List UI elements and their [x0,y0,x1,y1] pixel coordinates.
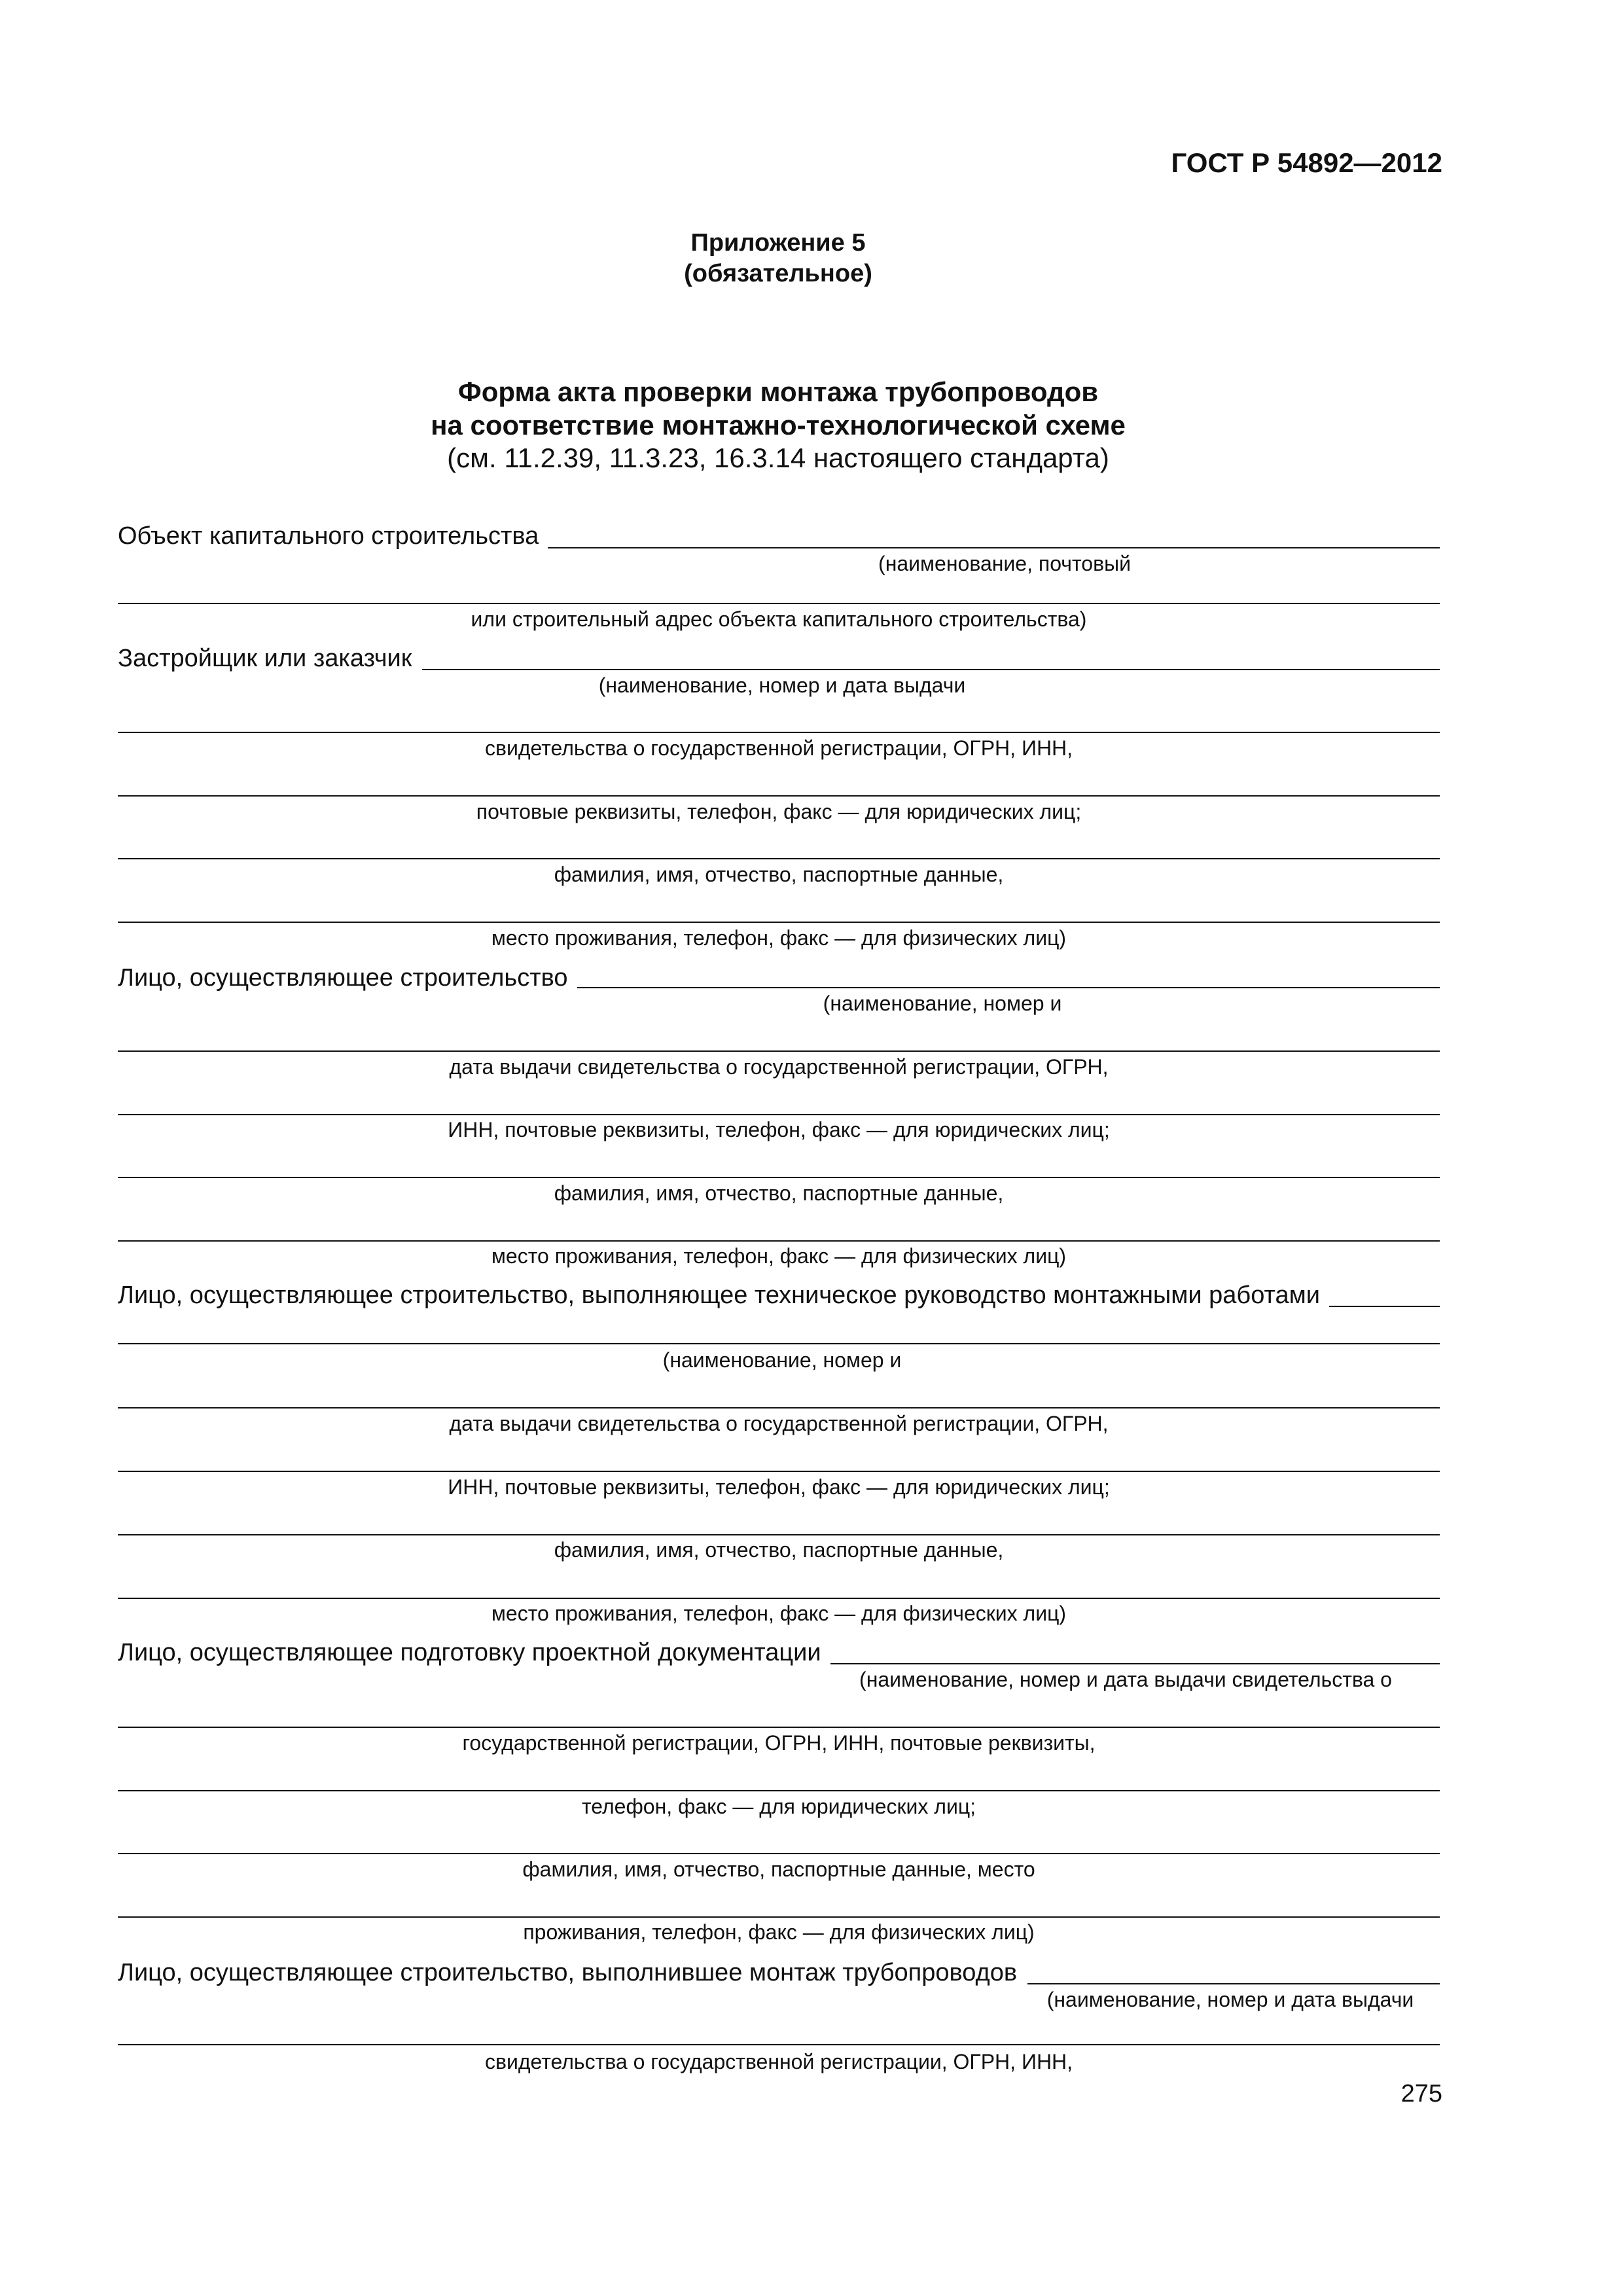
builder-fill-line[interactable] [118,1240,1440,1242]
supervisor-fill-line[interactable] [1329,1306,1440,1307]
object-label: Объект капитального строительства [118,522,548,550]
supervisor-fill-line[interactable] [118,1343,1440,1344]
developer-fill-line[interactable] [118,858,1440,859]
object-fill-line[interactable] [118,603,1440,604]
designer-fill-line[interactable] [118,1916,1440,1918]
builder-fill-line[interactable] [118,1114,1440,1115]
designer-hint: телефон, факс — для юридических лиц; [581,1795,976,1818]
builder-hint: место проживания, телефон, факс — для физических лиц) [491,1244,1067,1268]
supervisor-hint: фамилия, имя, отчество, паспортные данные, [554,1538,1004,1562]
designer-hint: проживания, телефон, факс — для физических лиц) [523,1920,1035,1944]
builder-hint: фамилия, имя, отчество, паспортные данные, [554,1181,1004,1205]
object-hint: или строительный адрес объекта капитального строительства) [471,607,1087,631]
supervisor-label: Лицо, осуществляющее строительство, выполняющее техническое руководство монтажными работами [118,1282,1329,1310]
developer-hint: (наименование, номер и дата выдачи [598,673,966,697]
developer-label: Застройщик или заказчик [118,645,421,673]
designer-fill-line[interactable] [118,1727,1440,1728]
builder-hint: дата выдачи свидетельства о государственной регистрации, ОГРН, [449,1055,1109,1079]
designer-fill-line[interactable] [818,1663,1440,1664]
document-code: ГОСТ Р 54892—2012 [1171,147,1442,178]
builder-hint: ИНН, почтовые реквизиты, телефон, факс — для юридических лиц; [448,1118,1110,1141]
developer-hint: место проживания, телефон, факс — для физических лиц) [491,926,1067,950]
developer-fill-line[interactable] [118,795,1440,797]
supervisor-fill-line[interactable] [118,1407,1440,1408]
supervisor-hint: дата выдачи свидетельства о государственной регистрации, ОГРН, [449,1412,1109,1435]
installer-label: Лицо, осуществляющее строительство, выполнившее монтаж трубопроводов [118,1959,1026,1987]
installer-fill-line[interactable] [118,2044,1440,2045]
developer-fill-line[interactable] [118,732,1440,733]
developer-hint: свидетельства о государственной регистрации, ОГРН, ИНН, [484,736,1073,760]
developer-fill-line[interactable] [422,669,1440,670]
form-reference: (см. 11.2.39, 11.3.23, 16.3.14 настоящего стандарта) [447,442,1109,473]
supervisor-fill-line[interactable] [118,1598,1440,1599]
form-title-line-2: на соответствие монтажно-технологической схеме [431,410,1126,440]
annex-status: (обязательное) [684,260,872,287]
builder-fill-line[interactable] [118,1050,1440,1052]
supervisor-hint: ИНН, почтовые реквизиты, телефон, факс — для юридических лиц; [448,1475,1110,1499]
supervisor-fill-line[interactable] [118,1534,1440,1535]
object-fill-line[interactable] [546,547,1440,548]
designer-label: Лицо, осуществляющее подготовку проектной документации [118,1639,830,1667]
installer-fill-line[interactable] [1027,1983,1440,1984]
builder-fill-line[interactable] [118,1177,1440,1178]
supervisor-hint: место проживания, телефон, факс — для физических лиц) [491,1602,1067,1625]
page-number: 275 [1400,2080,1442,2108]
designer-hint: (наименование, номер и дата выдачи свидетельства о [859,1668,1392,1691]
annex-title: Приложение 5 [690,229,866,257]
supervisor-fill-line[interactable] [118,1471,1440,1472]
builder-hint: (наименование, номер и [823,992,1062,1015]
developer-hint: фамилия, имя, отчество, паспортные данные, [554,863,1004,886]
developer-fill-line[interactable] [118,922,1440,923]
object-hint: (наименование, почтовый [878,552,1131,575]
form-title-line-1: Форма акта проверки монтажа трубопроводов [457,376,1099,407]
designer-hint: фамилия, имя, отчество, паспортные данные, место [522,1857,1035,1881]
installer-hint: (наименование, номер и дата выдачи [1046,1988,1414,2011]
supervisor-hint: (наименование, номер и [662,1348,902,1372]
designer-fill-line[interactable] [118,1853,1440,1854]
developer-hint: почтовые реквизиты, телефон, факс — для юридических лиц; [476,800,1082,823]
designer-fill-line[interactable] [118,1790,1440,1791]
builder-label: Лицо, осуществляющее строительство [118,964,577,992]
builder-fill-line[interactable] [569,987,1440,988]
installer-hint: свидетельства о государственной регистрации, ОГРН, ИНН, [484,2050,1073,2073]
designer-hint: государственной регистрации, ОГРН, ИНН, почтовые реквизиты, [462,1731,1096,1755]
